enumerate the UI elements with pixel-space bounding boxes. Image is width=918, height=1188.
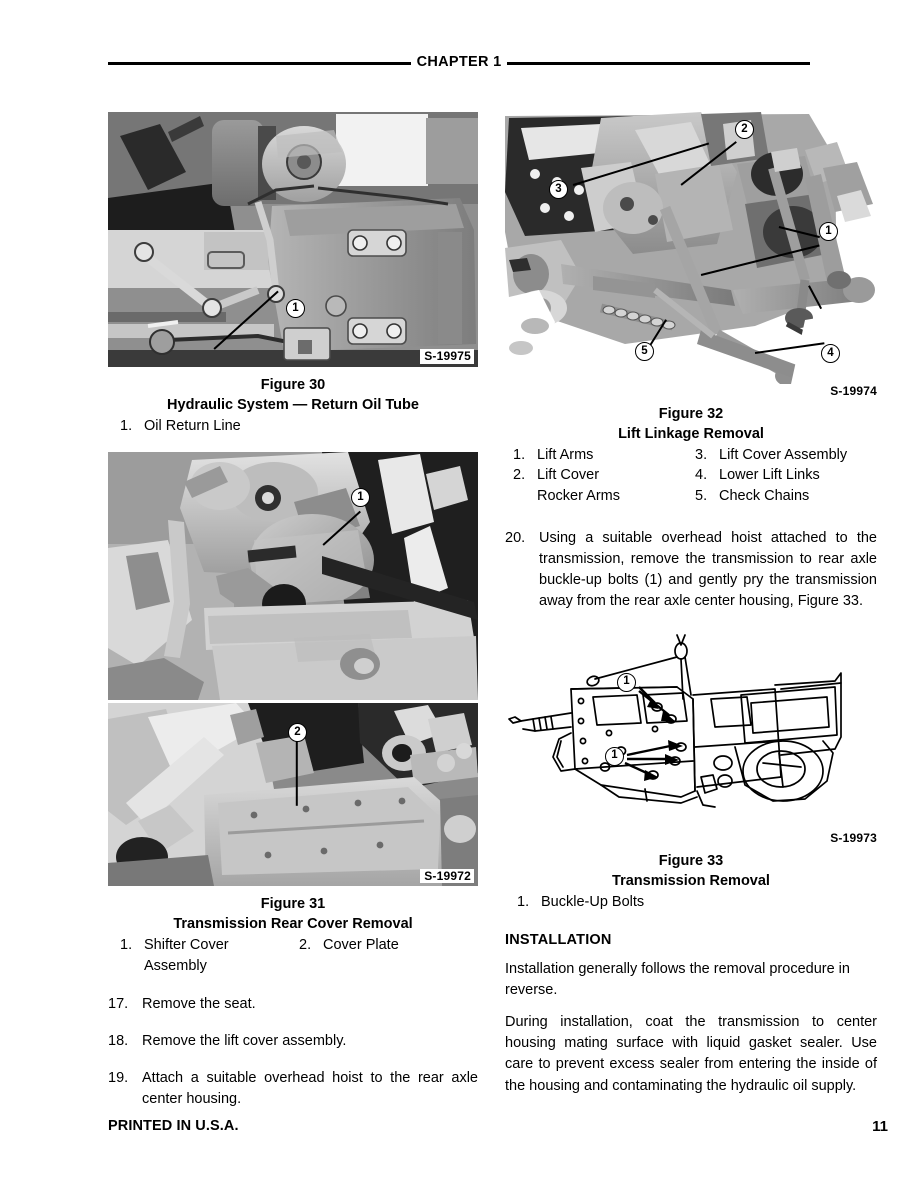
left-column-steps (108, 994, 478, 1111)
installation-paragraph-2: During installation, coat the transmission to center housing mating surface with liquid gasket sealer. Use care to prevent excess sealer from entering the inside of the housing and contaminating the hydraulic oil supply. (505, 1014, 877, 1094)
legend-number: 3. (695, 447, 708, 463)
figure-32-callout-1: 1 (819, 222, 838, 241)
figure-31-caption (108, 894, 478, 934)
figure-32-legend (505, 445, 877, 506)
legend-item (108, 416, 478, 436)
figure-32-legend-col-left (513, 445, 695, 506)
legend-number: 2. (299, 937, 312, 954)
step-number: 19. (108, 1070, 129, 1087)
figure-31-legend-col-right (299, 935, 478, 976)
legend-number: 1. (120, 418, 133, 434)
figure-31 (108, 452, 478, 976)
legend-item (513, 465, 695, 485)
step-20 (505, 528, 877, 613)
figure-31-number: Figure 31 (260, 896, 326, 913)
figure-32-photo-ref: S-19974 (830, 384, 877, 398)
legend-item (695, 486, 877, 506)
step-17 (108, 994, 478, 1015)
legend-item (513, 445, 695, 465)
figure-32-callout-2: 2 (735, 120, 754, 139)
figure-31-photo-ref: S-19972 (420, 869, 474, 884)
figure-31-photo-lower (108, 703, 478, 886)
shifter-cover-photo-art (108, 452, 478, 700)
figure-32 (505, 112, 877, 506)
installation-heading: INSTALLATION (505, 931, 612, 948)
step-number: 18. (108, 1033, 129, 1050)
legend-label: Buckle-Up Bolts (541, 893, 645, 910)
right-column (505, 112, 877, 1097)
header-rule-right (507, 62, 810, 65)
figure-31-title: Transmission Rear Cover Removal (173, 916, 413, 933)
installation-paragraph-1: Installation generally follows the removal procedure in reverse. (505, 960, 850, 998)
footer-printed-in: PRINTED IN U.S.A. (108, 1118, 239, 1134)
figure-31-legend-col-left (120, 935, 299, 976)
figure-32-callout-4: 4 (821, 344, 840, 363)
step-text: Remove the lift cover assembly. (142, 1033, 347, 1050)
legend-item-continuation: Assembly (144, 957, 207, 974)
left-column (108, 112, 478, 1127)
legend-label: Shifter Cover (144, 937, 229, 954)
hydraulic-system-photo-art (108, 112, 478, 367)
legend-label: Oil Return Line (144, 418, 241, 434)
page-number: 11 (872, 1118, 888, 1135)
legend-item (695, 465, 877, 485)
figure-30-legend (108, 416, 478, 436)
legend-label: Lower Lift Links (719, 467, 820, 484)
legend-item (120, 935, 299, 955)
step-text: Attach a suitable overhead hoist to the rear axle center housing. (142, 1070, 478, 1108)
figure-32-callout-3: 3 (549, 180, 568, 199)
step-text: Remove the seat. (142, 995, 256, 1012)
installation-section (505, 932, 877, 1097)
legend-item (299, 935, 478, 955)
legend-number: 5. (695, 487, 708, 504)
figure-33 (505, 629, 877, 912)
figure-30 (108, 112, 478, 436)
legend-number: 1. (517, 893, 530, 910)
figure-30-photo (108, 112, 478, 367)
figure-32-legend-col-right (695, 445, 877, 506)
legend-number: 4. (695, 467, 708, 484)
figure-30-photo-ref: S-19975 (420, 349, 474, 364)
legend-label: Lift Cover (537, 467, 600, 484)
transmission-removal-line-art (505, 629, 877, 829)
figure-30-number: Figure 30 (260, 377, 326, 393)
figure-33-callout-1-lower: 1 (605, 747, 624, 766)
step-number: 17. (108, 995, 129, 1012)
figure-32-title: Lift Linkage Removal (618, 426, 764, 442)
figure-33-callout-1-upper: 1 (617, 673, 636, 692)
legend-number: 1. (120, 937, 133, 954)
figure-31-callout-1: 1 (351, 488, 370, 507)
legend-number: 2. (513, 467, 526, 484)
figure-32-callout-5: 5 (635, 342, 654, 361)
figure-31-leader-2 (296, 738, 298, 806)
figure-33-caption (505, 851, 877, 891)
chapter-header (108, 50, 810, 76)
legend-item (505, 892, 877, 912)
step-text: Using a suitable overhead hoist attached to the transmission, remove the transmission to rear axle buckle-up bolts (1) and gently pry the transmission away from the rear axle center housing, Figure 33. (539, 529, 877, 610)
figure-30-callout-1: 1 (286, 299, 305, 318)
legend-label: Cover Plate (323, 937, 399, 954)
figure-33-drawing-ref: S-19973 (830, 830, 877, 845)
figure-31-legend (108, 935, 478, 976)
figure-32-number: Figure 32 (658, 406, 724, 422)
figure-30-caption (108, 375, 478, 415)
figure-32-caption (505, 404, 877, 444)
step-18 (108, 1031, 478, 1052)
header-rule-left (108, 62, 411, 65)
legend-item (695, 445, 877, 465)
legend-label: Lift Cover Assembly (719, 447, 848, 463)
legend-label: Lift Arms (537, 447, 594, 463)
step-19 (108, 1068, 478, 1110)
legend-item-continuation: Rocker Arms (537, 487, 620, 504)
figure-32-photo (505, 112, 877, 384)
figure-31-photo-upper (108, 452, 478, 700)
chapter-title: CHAPTER 1 (416, 53, 502, 70)
figure-33-number: Figure 33 (658, 852, 724, 869)
step-number: 20. (505, 529, 526, 546)
figure-33-title: Transmission Removal (612, 872, 770, 889)
figure-33-drawing (505, 629, 877, 829)
right-column-steps (505, 528, 877, 613)
figure-30-title: Hydraulic System — Return Oil Tube (167, 397, 419, 413)
legend-number: 1. (513, 447, 526, 463)
figure-33-legend (505, 892, 877, 912)
legend-label: Check Chains (719, 487, 810, 504)
figure-31-callout-2: 2 (288, 723, 307, 742)
